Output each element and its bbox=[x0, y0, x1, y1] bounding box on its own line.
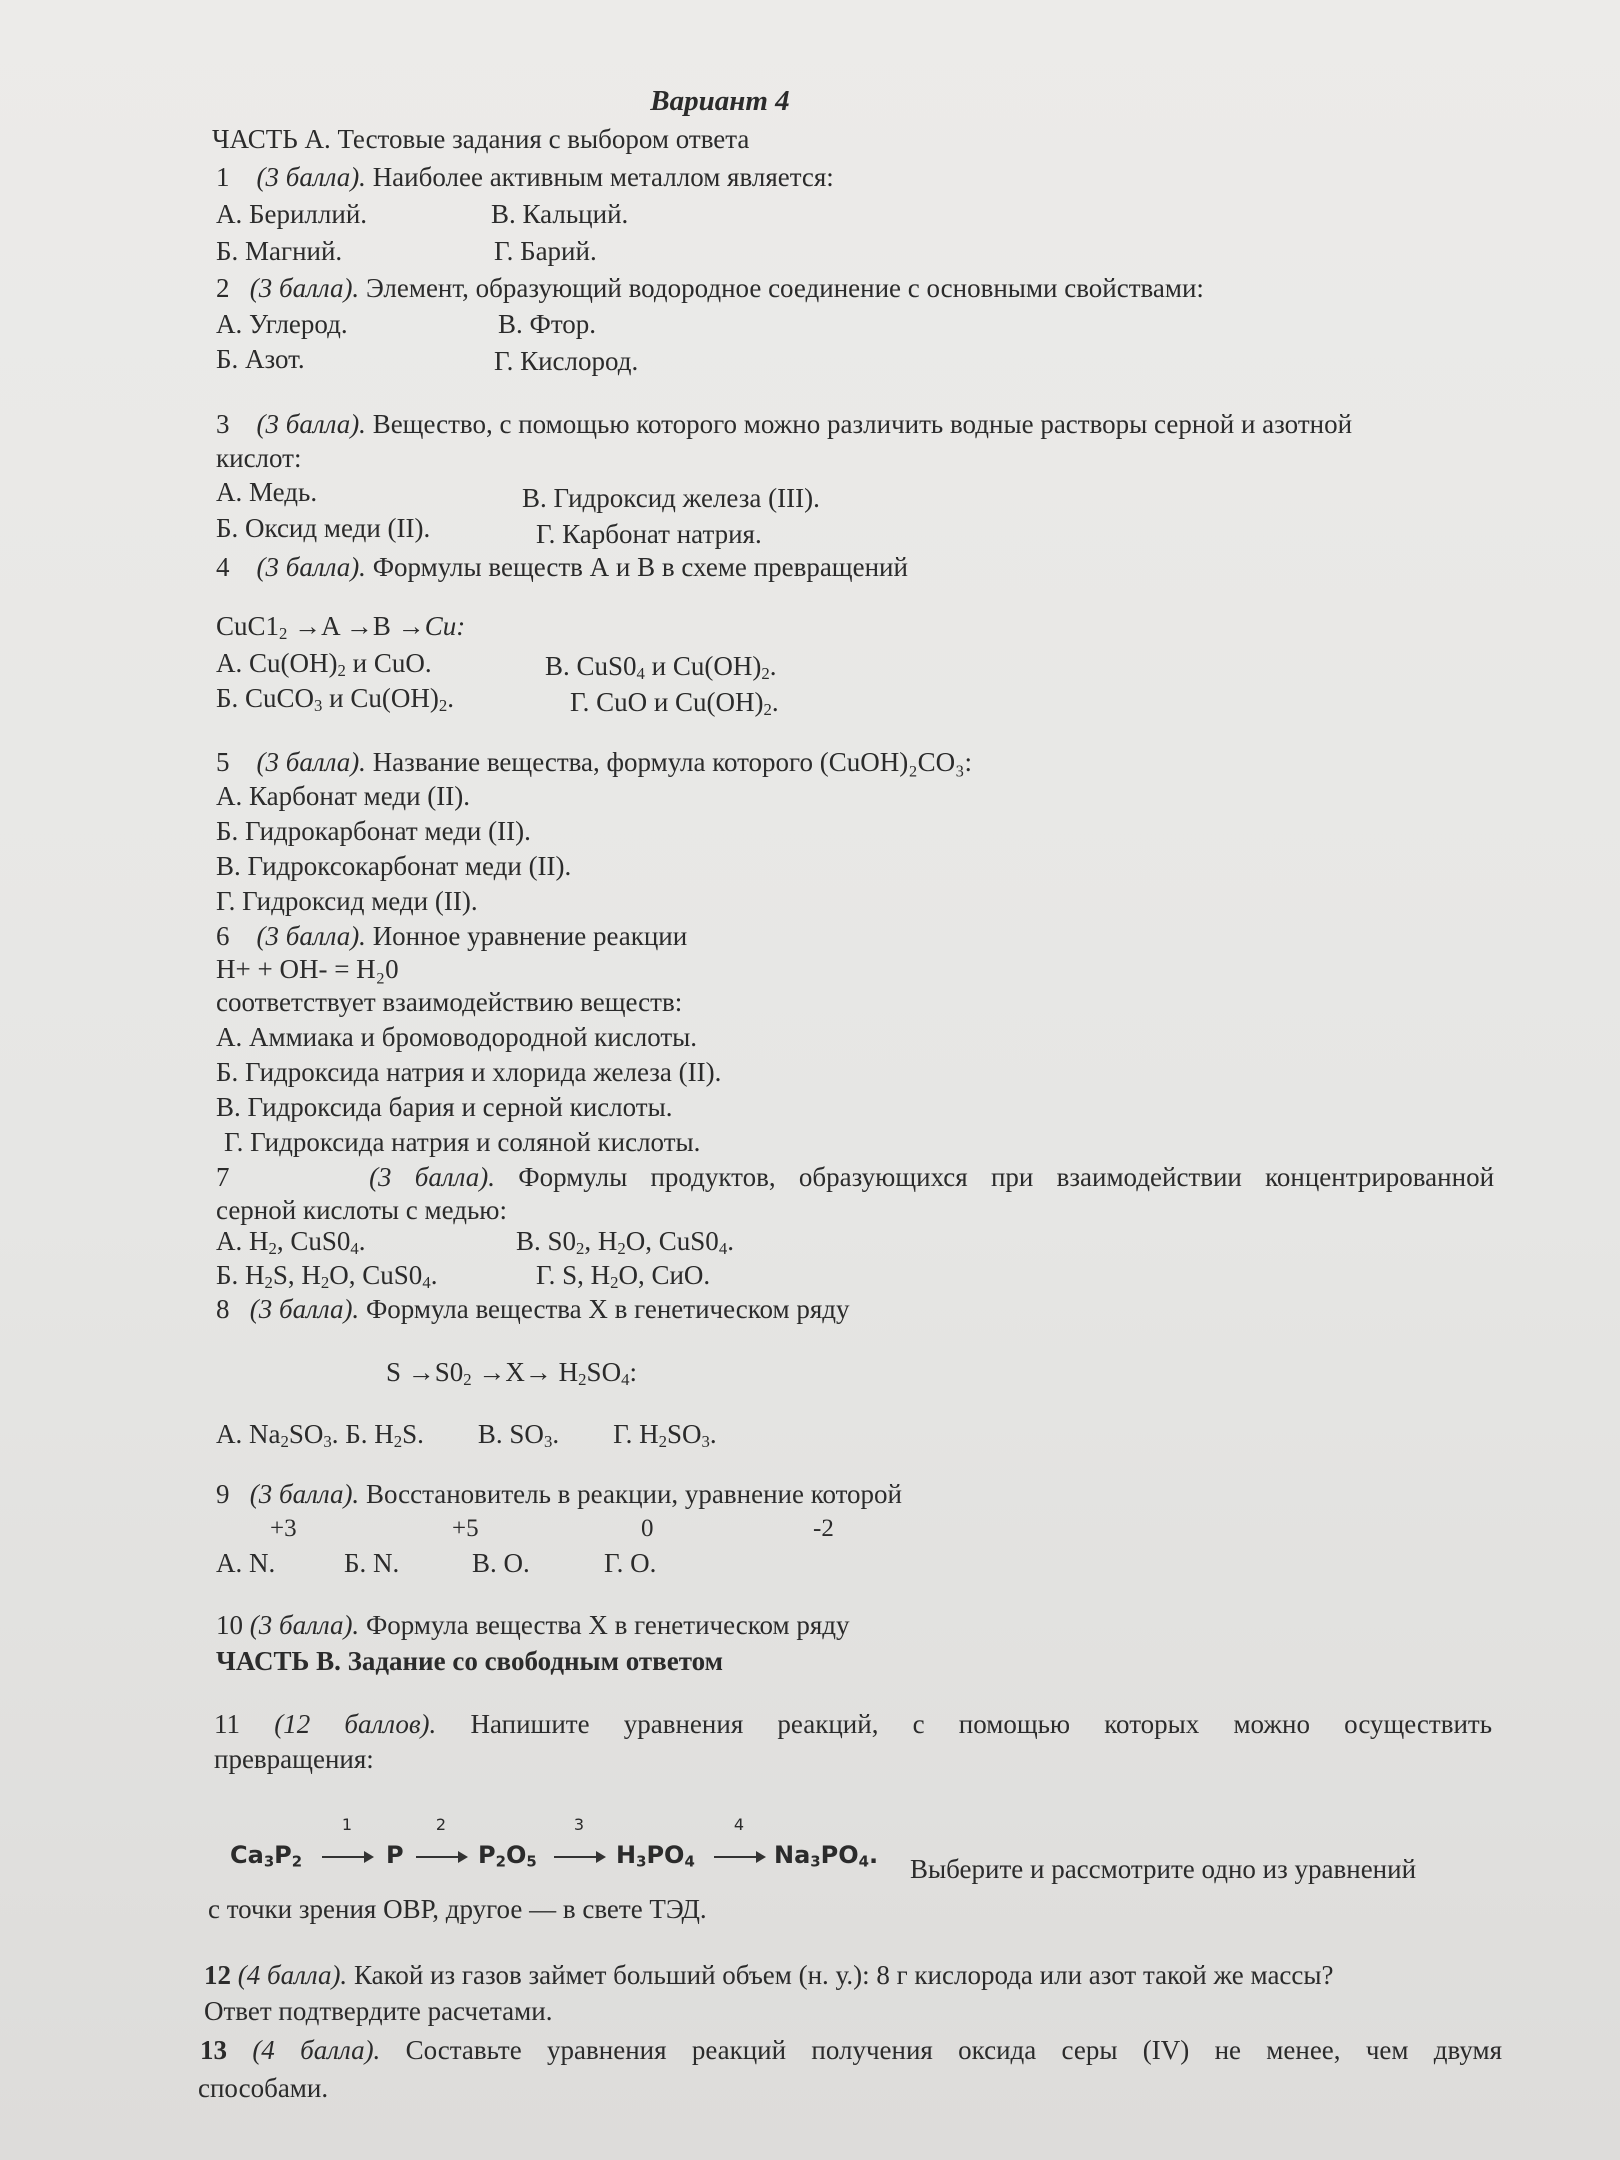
q5-option-v: В. Гидроксокарбонат меди (II). bbox=[216, 851, 572, 881]
question-3-cont: кислот: bbox=[216, 443, 302, 473]
question-11-tail: Выберите и рассмотрите одно из уравнений bbox=[910, 1854, 1417, 1884]
q7-option-a: А. $H_2$, $CuS0_4$. bbox=[216, 1226, 366, 1259]
q2-option-g: Г. Кислород. bbox=[494, 346, 639, 376]
question-12: 12 (4 балла). Какой из газов займет больший объем (н. у.): 8 г кислорода или азот такой же массы? bbox=[204, 1960, 1334, 1990]
question-3: 3 (3 балла). Вещество, с помощью которого можно различить водные растворы серной и азотной bbox=[216, 409, 1353, 439]
question-6: 6 (3 балла). Ионное уравнение реакции bbox=[216, 921, 688, 951]
q6-option-b: Б. Гидроксида натрия и хлорида железа (II). bbox=[216, 1057, 722, 1087]
exam-page: Вариант 4 ЧАСТЬ А. Тестовые задания с выбором ответа 1 (3 балла). Наиболее активным металлом является: А. Бериллий. В. Кальций. Б. Магний. Г. Барий. 2 (3 балла). Элемент, образующий водородное соединение с основными свойствами: А. Углерод. В. Фтор. Б. Азот. Г. Кислород. 3 (3 балла). Вещество, с помощью которого можно различить водные растворы серной и азотной кислот: А. Медь. В. Гидроксид железа (III). Б. Оксид меди (II). Г. Карбонат натрия. 4 (3 балла). Формулы веществ А и В в схеме превращений $CuC1_2 \to A \to B \to Cu$: А. $Cu(OH)_2$ и CuO. В. $CuS0_4$ и $Cu(OH)_2$. Б. CuCO$_3$ и $Cu(OH)_2$. Г. CuO и $Cu(OH)_2$. 5 (3 балла). Название вещества, формула которого (CuOH)₂CO₃: А. Карбонат меди (II). Б. Гидрокарбонат меди (II). В. Гидроксокарбонат меди (II). Г. Гидроксид меди (II). 6 (3 балла). Ионное уравнение реакции H+ + OH- = H₂0 соответствует взаимодействию веществ: А. Аммиака и бромоводородной кислоты. Б. Гидроксида натрия и хлорида железа (II). В. Гидроксида бария и серной кислоты. Г. Гидроксида натрия и соляной кислоты. 7 (3 балла). Формулы продуктов, образующихся при взаимодействии концентрированной серной кислоты с медью: А. $H_2$, $CuS0_4$. В. $S0_2$, $H_2O$, $CuS0_4$. Б. $H_2S$, $H_2O$, $CuS0_4$. Г. S, $H_2O$, СиО. 8 (3 балла). Формула вещества X в генетическом ряду $S \to S0_2 \to X\to H_2SO_4$: А. $Na_2SO_3$. Б. $H_2S$. В. $SO_3$. Г. $H_2SO_3$. 9 (3 балла). Восстановитель в реакции, уравнение которой +3 +5 0 -2 А. N. Б. N. В. O. Г. O. 10 (3 балла). Формула вещества X в генетическом ряду ЧАСТЬ В. Задание со свободным ответом 11 (12 баллов). Напишите уравнения реакций, с помощью которых можно осуществить превращения: $Ca_3P_2$ 1 P 2 $P_2O_5$ 3 $H_3PO_4$ 4 $Na_3PO_4$. Выберите и рассмотрите одно из уравнений с точки зрения ОВР, другое — в свете ТЭД. 12 (4 балла). Какой из газов займет больший объем (н. у.): 8 г кислорода или азот такой же массы? Ответ подтвердите расчетами. 13 (4 балла). Составьте уравнения реакций получения оксида серы (IV) не менее, чем двумя способами. bbox=[0, 0, 1620, 2160]
q6-option-g: Г. Гидроксида натрия и соляной кислоты. bbox=[224, 1127, 701, 1157]
q9-ox-3: 0 bbox=[641, 1515, 654, 1542]
q1-option-g: Г. Барий. bbox=[494, 236, 597, 266]
question-13-cont: способами. bbox=[198, 2073, 329, 2103]
q4-option-b: Б. CuCO$_3$ и $Cu(OH)_2$. bbox=[216, 683, 454, 716]
q9-option-g: Г. O. bbox=[604, 1548, 657, 1578]
q4-option-g: Г. CuO и $Cu(OH)_2$. bbox=[570, 687, 779, 720]
q4-scheme: $CuC1_2 \to A \to B \to Cu$: bbox=[216, 611, 466, 644]
question-11: 11 (12 баллов). Напишите уравнения реакций, с помощью которых можно осуществить bbox=[214, 1709, 1493, 1739]
q6-option-v: В. Гидроксида бария и серной кислоты. bbox=[216, 1092, 673, 1122]
q6-equation: H+ + OH- = H₂0 bbox=[216, 954, 399, 984]
question-11-cont2: с точки зрения ОВР, другое — в свете ТЭД. bbox=[208, 1894, 707, 1924]
q5-option-g: Г. Гидроксид меди (II). bbox=[216, 886, 478, 916]
question-13: 13 (4 балла). Составьте уравнения реакций получения оксида серы (IV) не менее, чем двумя bbox=[200, 2035, 1503, 2065]
q8-options: А. $Na_2SO_3$. Б. $H_2S$. В. $SO_3$. Г. $H_2SO_3$. bbox=[216, 1419, 717, 1452]
arrow-icon: 1 bbox=[320, 1841, 374, 1871]
q3-option-v: В. Гидроксид железа (III). bbox=[522, 483, 820, 513]
q3-option-b: Б. Оксид меди (II). bbox=[216, 513, 431, 543]
q9-ox-4: -2 bbox=[813, 1515, 834, 1542]
question-7: 7 (3 балла). Формулы продуктов, образующихся при взаимодействии концентрированной bbox=[216, 1162, 1495, 1192]
arrow-icon: 3 bbox=[552, 1841, 606, 1871]
question-9: 9 (3 балла). Восстановитель в реакции, уравнение которой bbox=[216, 1479, 903, 1509]
question-10: 10 (3 балла). Формула вещества X в генетическом ряду bbox=[216, 1610, 850, 1640]
q9-ox-2: +5 bbox=[452, 1515, 479, 1542]
q2-option-v: В. Фтор. bbox=[498, 309, 597, 339]
q4-option-v: В. $CuS0_4$ и $Cu(OH)_2$. bbox=[545, 651, 777, 684]
q9-ox-1: +3 bbox=[270, 1515, 297, 1542]
question-6-cont: соответствует взаимодействию веществ: bbox=[216, 987, 683, 1017]
q8-chain: $S \to S0_2 \to X\to H_2SO_4$: bbox=[386, 1357, 637, 1390]
q2-option-a: А. Углерод. bbox=[216, 309, 348, 339]
q5-option-a: А. Карбонат меди (II). bbox=[216, 781, 471, 811]
question-11-cont: превращения: bbox=[214, 1744, 374, 1774]
q1-option-b: Б. Магний. bbox=[216, 236, 343, 266]
question-1: 1 (3 балла). Наиболее активным металлом является: bbox=[216, 162, 834, 192]
q7-option-g: Г. S, $H_2O$, СиО. bbox=[536, 1260, 711, 1293]
page-title: Вариант 4 bbox=[650, 85, 790, 117]
q5-option-b: Б. Гидрокарбонат меди (II). bbox=[216, 816, 531, 846]
question-4: 4 (3 балла). Формулы веществ А и В в схеме превращений bbox=[216, 552, 908, 582]
q6-option-a: А. Аммиака и бромоводородной кислоты. bbox=[216, 1022, 698, 1052]
q4-option-a: А. $Cu(OH)_2$ и CuO. bbox=[216, 648, 432, 681]
part-b-heading: ЧАСТЬ В. Задание со свободным ответом bbox=[216, 1646, 724, 1676]
q2-option-b: Б. Азот. bbox=[216, 344, 305, 374]
q1-option-a: А. Бериллий. bbox=[216, 199, 368, 229]
q3-option-a: А. Медь. bbox=[216, 477, 318, 507]
q7-option-v: В. $S0_2$, $H_2O$, $CuS0_4$. bbox=[516, 1226, 734, 1259]
q7-option-b: Б. $H_2S$, $H_2O$, $CuS0_4$. bbox=[216, 1260, 438, 1293]
arrow-icon: 2 bbox=[414, 1841, 468, 1871]
question-8: 8 (3 балла). Формула вещества X в генетическом ряду bbox=[216, 1294, 850, 1324]
question-2: 2 (3 балла). Элемент, образующий водородное соединение с основными свойствами: bbox=[216, 273, 1204, 303]
question-5: 5 (3 балла). Название вещества, формула которого (CuOH)₂CO₃: bbox=[216, 747, 973, 777]
q1-option-v: В. Кальций. bbox=[491, 199, 629, 229]
q3-option-g: Г. Карбонат натрия. bbox=[536, 519, 762, 549]
part-a-heading: ЧАСТЬ А. Тестовые задания с выбором ответа bbox=[212, 124, 750, 154]
q9-option-b: Б. N. bbox=[344, 1548, 400, 1578]
question-12-cont: Ответ подтвердите расчетами. bbox=[204, 1996, 553, 2026]
arrow-icon: 4 bbox=[712, 1841, 766, 1871]
q9-option-a: А. N. bbox=[216, 1548, 276, 1578]
q9-option-v: В. O. bbox=[472, 1548, 530, 1578]
question-7-cont: серной кислоты с медью: bbox=[216, 1195, 507, 1225]
